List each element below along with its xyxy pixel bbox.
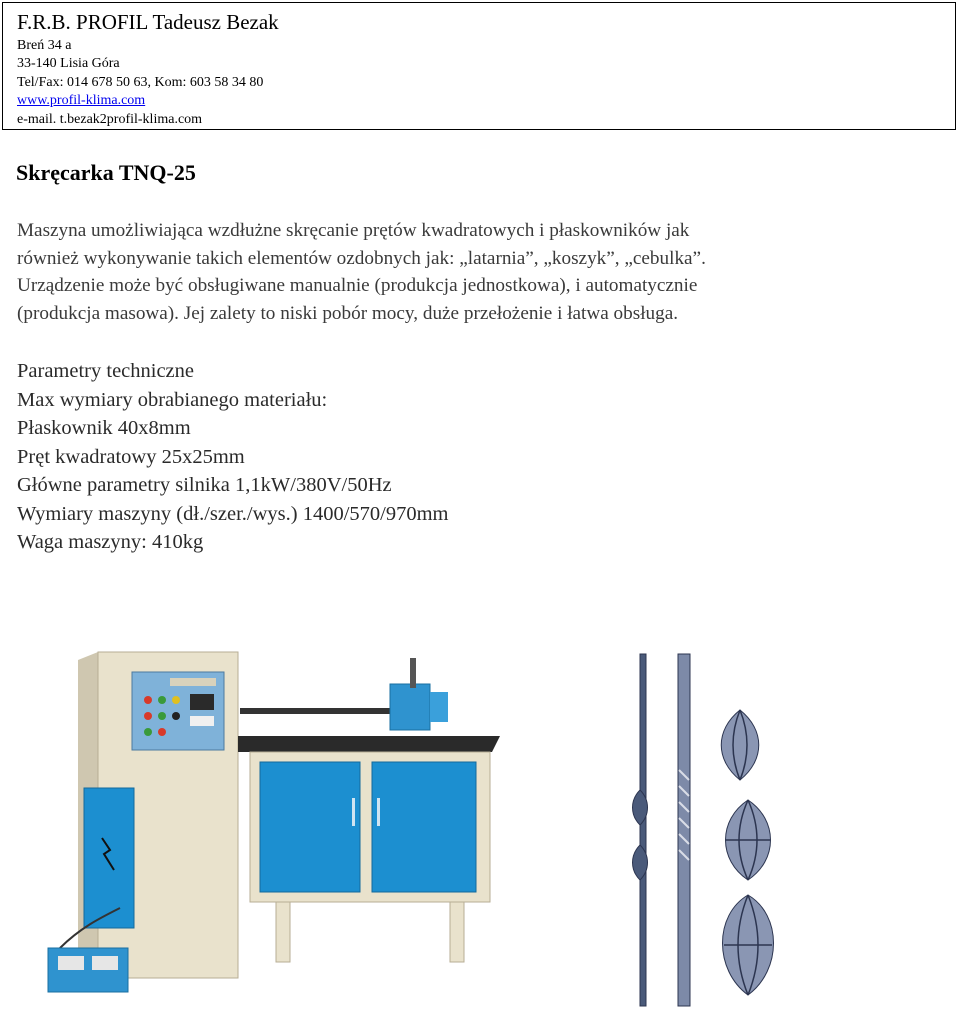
chuck-clamp bbox=[430, 692, 448, 722]
spec-line: Wymiary maszyny (dł./szer./wys.) 1400/570/970mm bbox=[17, 502, 449, 525]
phone-line: Tel/Fax: 014 678 50 63, Kom: 603 58 34 80 bbox=[17, 75, 264, 90]
leg bbox=[450, 902, 464, 962]
cabinet-door bbox=[84, 788, 134, 928]
door-handle bbox=[377, 798, 380, 826]
spec-line: Max wymiary obrabianego materiału: bbox=[17, 388, 328, 411]
base-door-right bbox=[372, 762, 476, 892]
address-street: Breń 34 a bbox=[17, 38, 72, 53]
plain-bar bbox=[640, 654, 646, 1006]
product-title: Skręcarka TNQ-25 bbox=[16, 160, 196, 185]
ornamental-elements-image bbox=[630, 650, 790, 1010]
company-name: F.R.B. PROFIL Tadeusz Bezak bbox=[17, 10, 279, 34]
chuck-lever bbox=[410, 658, 416, 688]
worktop bbox=[238, 736, 500, 752]
twisted-bar bbox=[678, 654, 690, 1006]
spec-line: Pręt kwadratowy 25x25mm bbox=[17, 445, 245, 468]
lantern-ornament bbox=[721, 710, 759, 780]
company-header-box bbox=[2, 2, 956, 130]
pedal-button bbox=[92, 956, 118, 970]
product-description bbox=[17, 217, 917, 327]
description-line: Maszyna umożliwiająca wzdłużne skręcanie prętów kwadratowych i płaskowników jak bbox=[17, 220, 690, 241]
description-line: Urządzenie może być obsługiwane manualnie (produkcja jednostkowa), i automatycznie bbox=[17, 275, 698, 296]
panel-label bbox=[170, 678, 216, 686]
website-link[interactable]: www.profil-klima.com bbox=[17, 93, 146, 108]
spec-line: Główne parametry silnika 1,1kW/380V/50Hz bbox=[17, 474, 392, 496]
leg bbox=[276, 902, 290, 962]
base-door-left bbox=[260, 762, 360, 892]
description-line: (produkcja masowa). Jej zalety to niski pobór mocy, duże przełożenie i łatwa obsługa. bbox=[17, 302, 679, 324]
chuck-head bbox=[390, 684, 430, 730]
pedal-button bbox=[58, 956, 84, 970]
twisting-machine-image bbox=[40, 648, 510, 1000]
description-line: również wykonywanie takich elementów ozdobnych jak: „latarnia”, „koszyk”, „cebulka”. bbox=[17, 247, 706, 269]
technical-specs bbox=[17, 357, 448, 557]
spec-line: Waga maszyny: 410kg bbox=[17, 531, 204, 553]
email-line: e-mail. t.bezak2profil-klima.com bbox=[17, 112, 203, 127]
spec-line: Płaskownik 40x8mm bbox=[17, 417, 191, 439]
specs-heading: Parametry techniczne bbox=[17, 360, 195, 382]
address-city: 33-140 Lisia Góra bbox=[17, 56, 120, 71]
door-handle bbox=[352, 798, 355, 826]
